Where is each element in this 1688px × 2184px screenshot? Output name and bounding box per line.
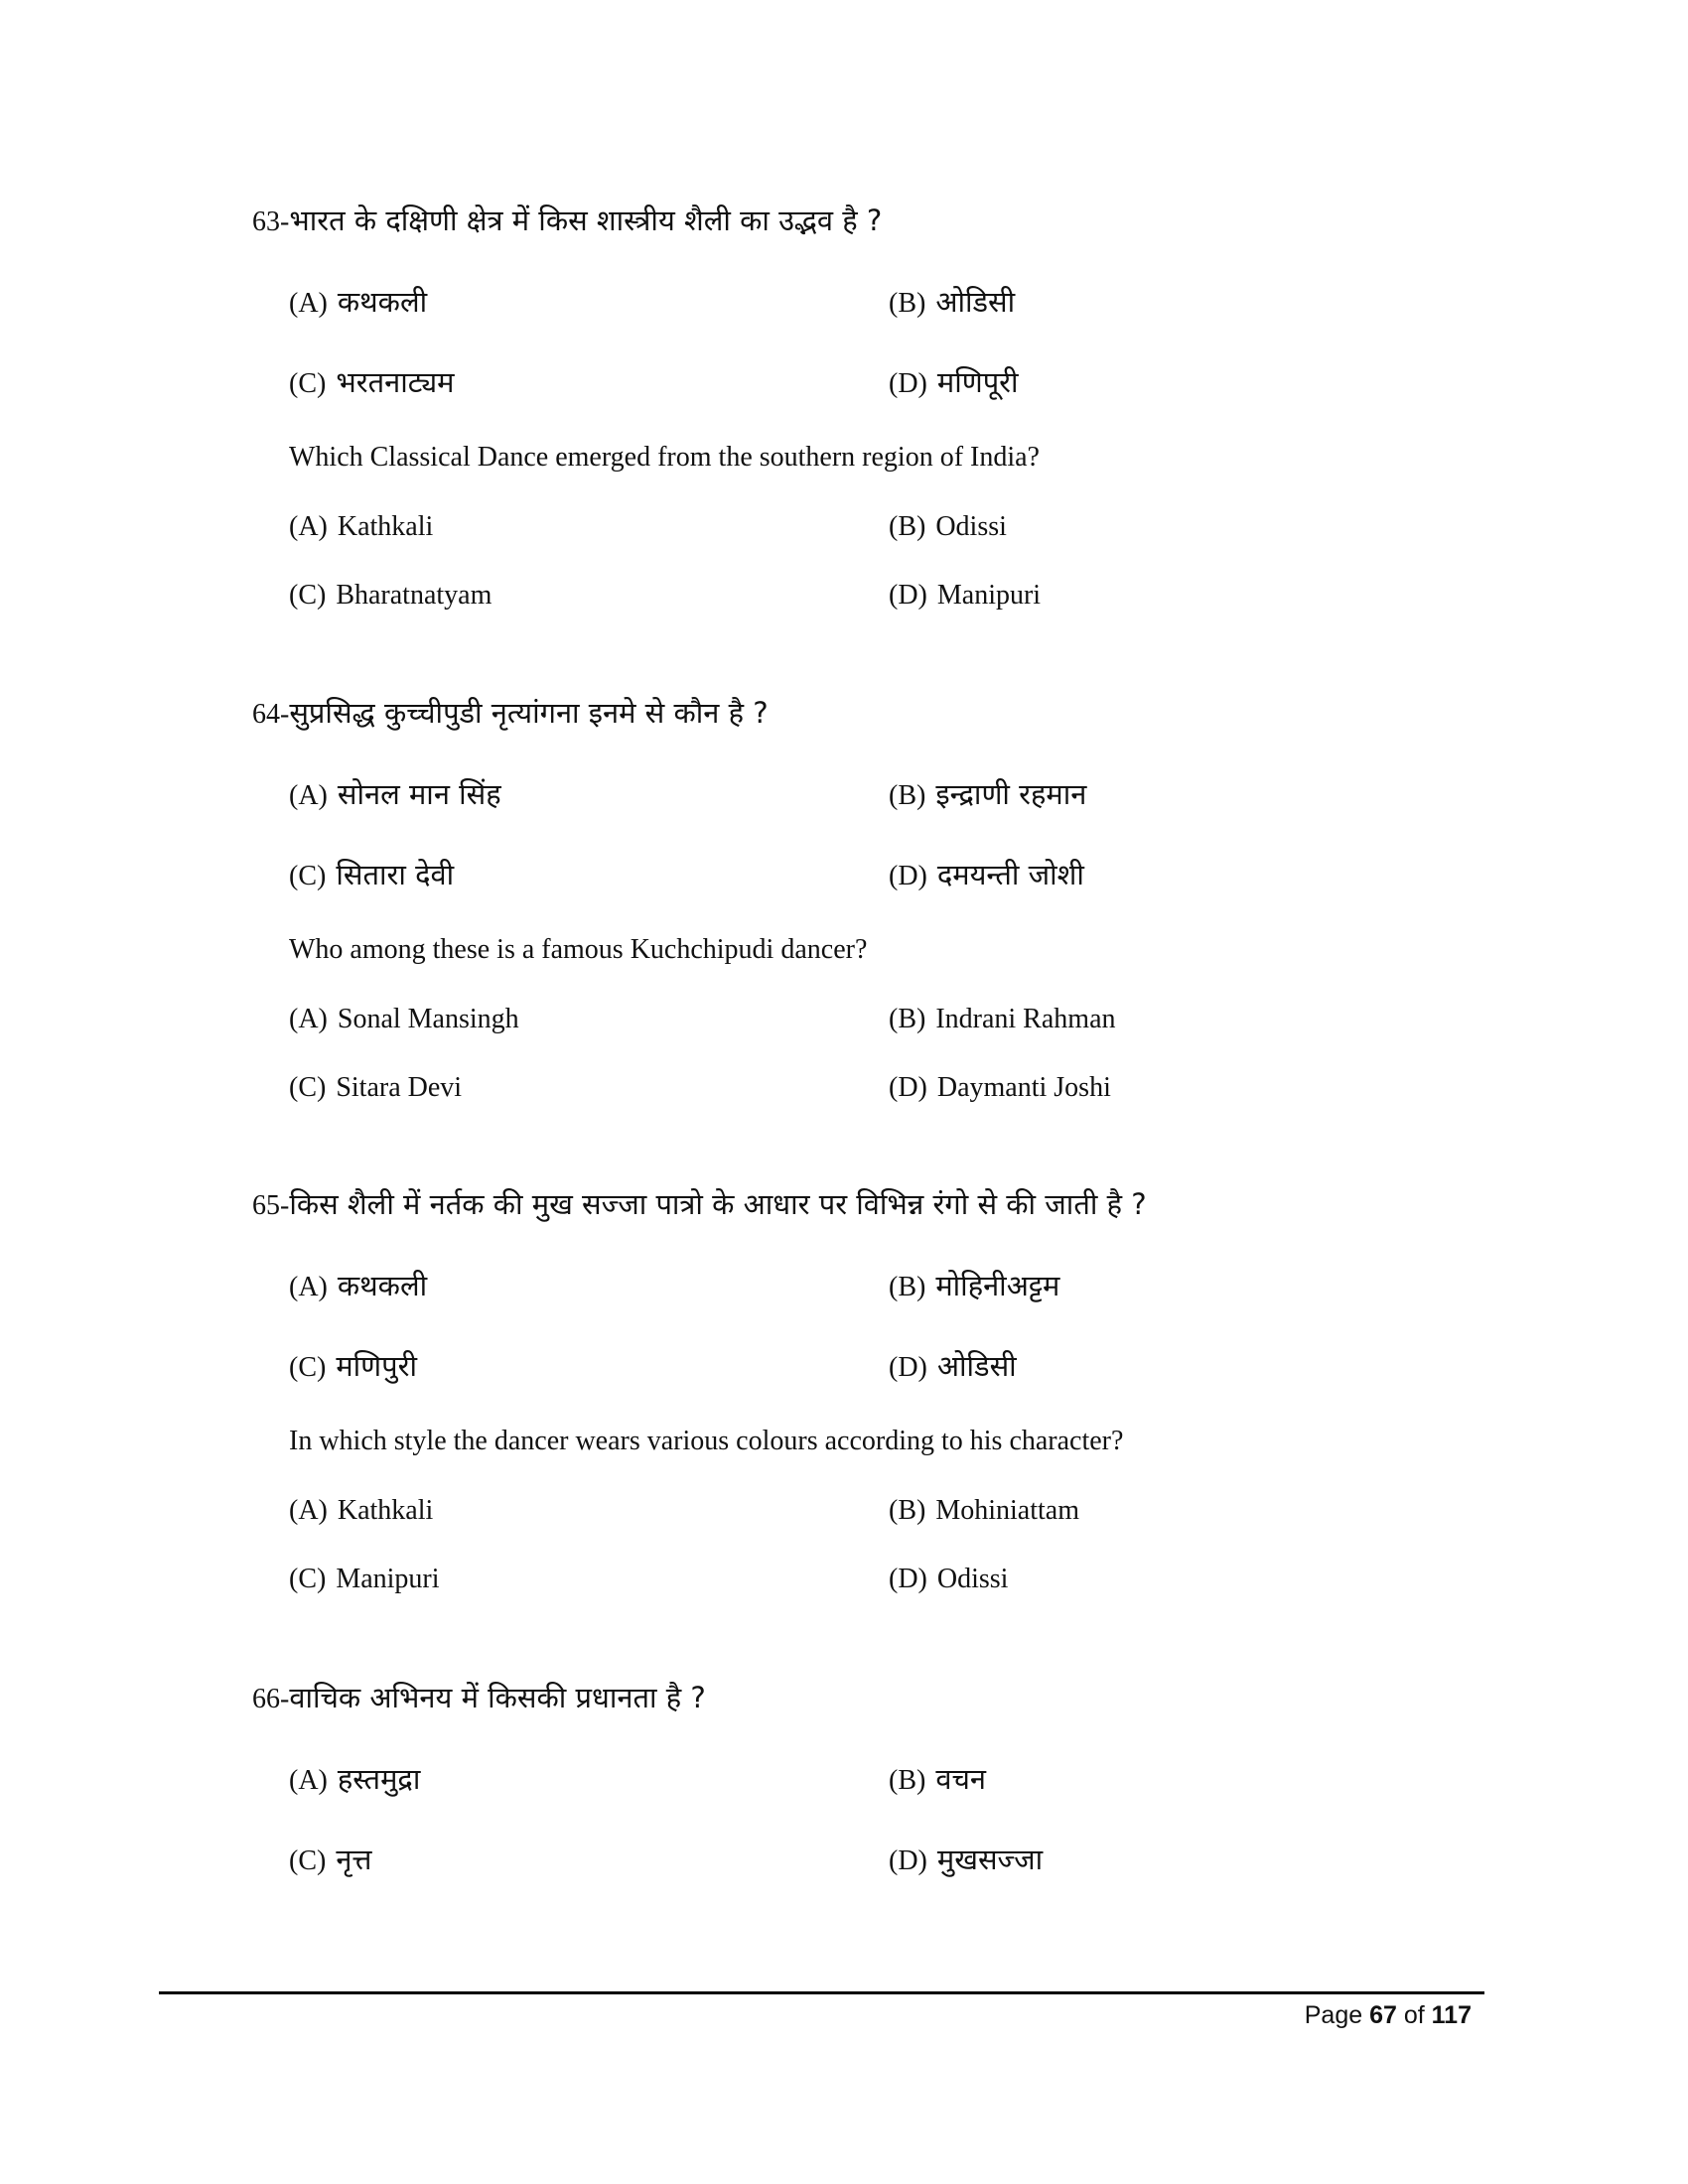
option-label: (A) [289, 288, 328, 319]
option-label: (A) [289, 511, 328, 542]
option-text: दमयन्ती जोशी [936, 858, 1084, 891]
option-label: (C) [289, 1352, 327, 1383]
hindi-question [0, 1182, 1688, 1226]
option-row [0, 1757, 1688, 1801]
option-text: Mohiniattam [935, 1495, 1079, 1526]
option-row [0, 853, 1688, 896]
english-question: Which Classical Dance emerged from the southern region of India? [289, 442, 1040, 473]
question-number: 63- [252, 206, 290, 237]
option-label: (D) [889, 861, 927, 891]
option [289, 360, 455, 410]
option [889, 998, 1116, 1045]
question-64 [0, 696, 1688, 1130]
option [289, 998, 519, 1045]
option-text: Manipuri [336, 1564, 440, 1594]
question-number: 64- [252, 699, 290, 730]
question-66 [0, 1681, 1688, 2115]
option-text: इन्द्राणी रहमान [935, 777, 1087, 811]
option-text: Kathkali [337, 1495, 434, 1526]
option-label: (D) [889, 368, 927, 399]
option [289, 280, 427, 330]
option [289, 853, 454, 902]
option-label: (D) [889, 1072, 927, 1103]
option-label: (D) [889, 1845, 927, 1876]
option-label: (B) [889, 1004, 926, 1034]
footer-divider [159, 1991, 1484, 1994]
option-row [0, 998, 1688, 1041]
option-label: (B) [889, 288, 926, 319]
option-text: सोनल मान सिंह [337, 777, 501, 811]
option-label: (A) [289, 1765, 328, 1796]
option [289, 772, 501, 822]
option [889, 1066, 1111, 1114]
option-text: Sonal Mansingh [337, 1004, 519, 1034]
hindi-question [0, 1676, 1688, 1719]
option [889, 1757, 986, 1807]
option-label: (C) [289, 368, 327, 399]
hindi-question-text: सुप्रसिद्ध कुच्चीपुडी नृत्यांगना इनमे से कौन है ? [289, 696, 769, 730]
option-row [0, 1344, 1688, 1388]
english-question: Who among these is a famous Kuchchipudi dancer? [289, 934, 868, 965]
option-text: मणिपूरी [936, 365, 1019, 399]
option [289, 1264, 427, 1313]
option-label: (C) [289, 1845, 327, 1876]
option [889, 1264, 1059, 1313]
option-row [0, 280, 1688, 324]
option-label: (A) [289, 780, 328, 811]
option-label: (B) [889, 1765, 926, 1796]
option-text: Manipuri [936, 580, 1042, 611]
option [289, 505, 433, 553]
option-label: (B) [889, 780, 926, 811]
option-label: (C) [289, 1072, 327, 1103]
option-label: (B) [889, 511, 926, 542]
option [289, 1489, 433, 1537]
option [289, 574, 492, 621]
english-question: In which style the dancer wears various colours according to his character? [289, 1426, 1124, 1456]
option-text: Kathkali [337, 511, 434, 542]
option-label: (D) [889, 1352, 927, 1383]
option-text: मणिपुरी [336, 1349, 417, 1383]
option-label: (D) [889, 580, 927, 611]
option-row [0, 1264, 1688, 1307]
option [889, 1558, 1008, 1605]
question-number: 66- [252, 1684, 290, 1714]
option-text: Bharatnatyam [336, 580, 492, 611]
option-label: (C) [289, 1564, 327, 1594]
option-text: कथकली [337, 285, 428, 319]
option [289, 1344, 417, 1394]
option-text: भरतनाट्यम [336, 365, 455, 399]
question-number: 65- [252, 1190, 290, 1221]
hindi-question [0, 199, 1688, 242]
option [889, 280, 1015, 330]
option-row [0, 772, 1688, 816]
option-label: (B) [889, 1272, 926, 1302]
option [289, 1838, 371, 1887]
option-row [0, 1558, 1688, 1601]
option [889, 1489, 1079, 1537]
option-text: Odissi [935, 511, 1007, 542]
option [289, 1757, 420, 1807]
option-text: Daymanti Joshi [936, 1072, 1111, 1103]
option-label: (A) [289, 1272, 328, 1302]
option-text: मुखसज्जा [936, 1843, 1044, 1876]
option-text: कथकली [337, 1269, 428, 1302]
option-row [0, 360, 1688, 404]
option-text: वचन [935, 1762, 986, 1796]
option-label: (B) [889, 1495, 926, 1526]
option-text: Indrani Rahman [935, 1004, 1116, 1034]
question-63 [0, 204, 1688, 637]
option-text: Odissi [936, 1564, 1009, 1594]
option-row [0, 505, 1688, 549]
option [889, 360, 1019, 410]
option-text: हस्तमुद्रा [337, 1762, 421, 1796]
option [889, 853, 1084, 902]
option-text: मोहिनीअट्टम [935, 1269, 1060, 1302]
option [289, 1558, 440, 1605]
hindi-question [0, 691, 1688, 735]
option-text: ओडिसी [936, 1349, 1017, 1383]
option-label: (A) [289, 1004, 328, 1034]
option-row [0, 1066, 1688, 1110]
option-label: (D) [889, 1564, 927, 1594]
option-label: (C) [289, 580, 327, 611]
hindi-question-text: वाचिक अभिनय में किसकी प्रधानता है ? [289, 1681, 706, 1714]
hindi-question-text: किस शैली में नर्तक की मुख सज्जा पात्रो के आधार पर विभिन्न रंगो से की जाती है ? [289, 1187, 1147, 1221]
option-label: (C) [289, 861, 327, 891]
option-text: Sitara Devi [336, 1072, 463, 1103]
question-65 [0, 1187, 1688, 1621]
option-row [0, 574, 1688, 617]
option-text: नृत्त [336, 1843, 372, 1876]
option-text: ओडिसी [935, 285, 1016, 319]
option-label: (A) [289, 1495, 328, 1526]
option-text: सितारा देवी [336, 858, 455, 891]
hindi-question-text: भारत के दक्षिणी क्षेत्र में किस शास्त्रीय शैली का उद्भव है ? [289, 204, 883, 237]
option [289, 1066, 462, 1114]
option [889, 772, 1086, 822]
page-number: Page 67 of 117 [1304, 2001, 1472, 2029]
option [889, 505, 1007, 553]
option [889, 574, 1041, 621]
option-row [0, 1838, 1688, 1881]
option [889, 1838, 1043, 1887]
option [889, 1344, 1017, 1394]
option-row [0, 1489, 1688, 1533]
